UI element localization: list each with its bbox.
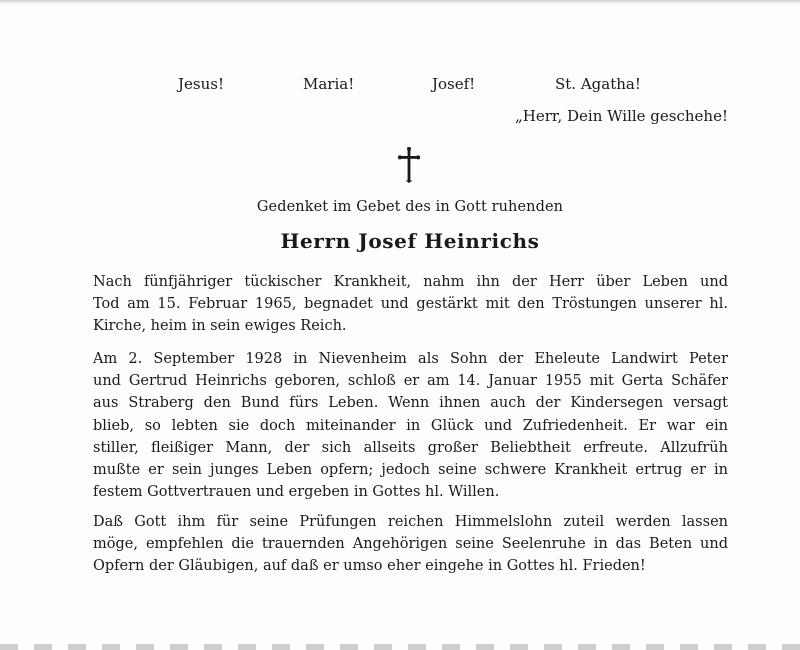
text-line: möge, empfehlen die trauernden Angehörigen seine Seelenruhe in das Beten und	[93, 536, 728, 553]
text-line: blieb, so lebten sie doch miteinander in Glück und Zufriedenheit. Er war ein	[93, 417, 728, 434]
invocation-jesus: Jesus!	[178, 75, 224, 93]
text-line: Am 2. September 1928 in Nievenheim als Sohn der Eheleute Landwirt Peter	[93, 351, 728, 367]
paragraph-2	[93, 348, 728, 503]
motto: „Herr, Dein Wille geschehe!	[515, 107, 728, 125]
deceased-name	[0, 229, 800, 253]
text-line: mußte er sein junges Leben opfern; jedoch seine schwere Krankheit ertrug er in	[93, 462, 728, 479]
text-line: Nach fünfjähriger tückischer Krankheit, nahm ihn der Herr über Leben und	[93, 274, 728, 290]
text-line: und Gertrud Heinrichs geboren, schloß er am 14. Januar 1955 mit Gerta Schäfer	[93, 373, 728, 390]
text-line: Kirche, heim in sein ewiges Reich.	[93, 318, 347, 335]
bottom-edge-scan-artifact	[0, 644, 800, 650]
intro-text: Gedenket im Gebet des in Gott ruhenden	[256, 199, 564, 215]
invocation-agatha: St. Agatha!	[555, 75, 641, 93]
cross-icon	[398, 147, 420, 183]
invocations-row	[0, 75, 800, 95]
text-line: Daß Gott ihm für seine Prüfungen reichen Himmelslohn zuteil werden lassen	[93, 514, 728, 530]
paragraph-1	[93, 271, 728, 338]
text-line: stiller, fleißiger Mann, der sich allseits großer Beliebtheit erfreute. Allzufrüh	[93, 439, 728, 456]
paragraph-3	[93, 511, 728, 578]
text-line: festem Gottvertrauen und ergeben in Gottes hl. Willen.	[93, 484, 500, 501]
top-edge-shadow	[0, 0, 800, 4]
invocation-josef: Josef!	[432, 75, 476, 93]
invocation-maria: Maria!	[303, 75, 355, 93]
text-line: aus Straberg den Bund fürs Leben. Wenn ihnen auch der Kindersegen versagt	[93, 395, 728, 412]
text-line: Opfern der Gläubigen, auf daß er umso eher eingehe in Gottes hl. Frieden!	[93, 558, 646, 575]
text-line: Tod am 15. Februar 1965, begnadet und gestärkt mit den Tröstungen unserer hl.	[93, 296, 728, 313]
intro-line	[0, 199, 800, 215]
deceased-name-text: Herrn Josef Heinrichs	[280, 229, 540, 253]
